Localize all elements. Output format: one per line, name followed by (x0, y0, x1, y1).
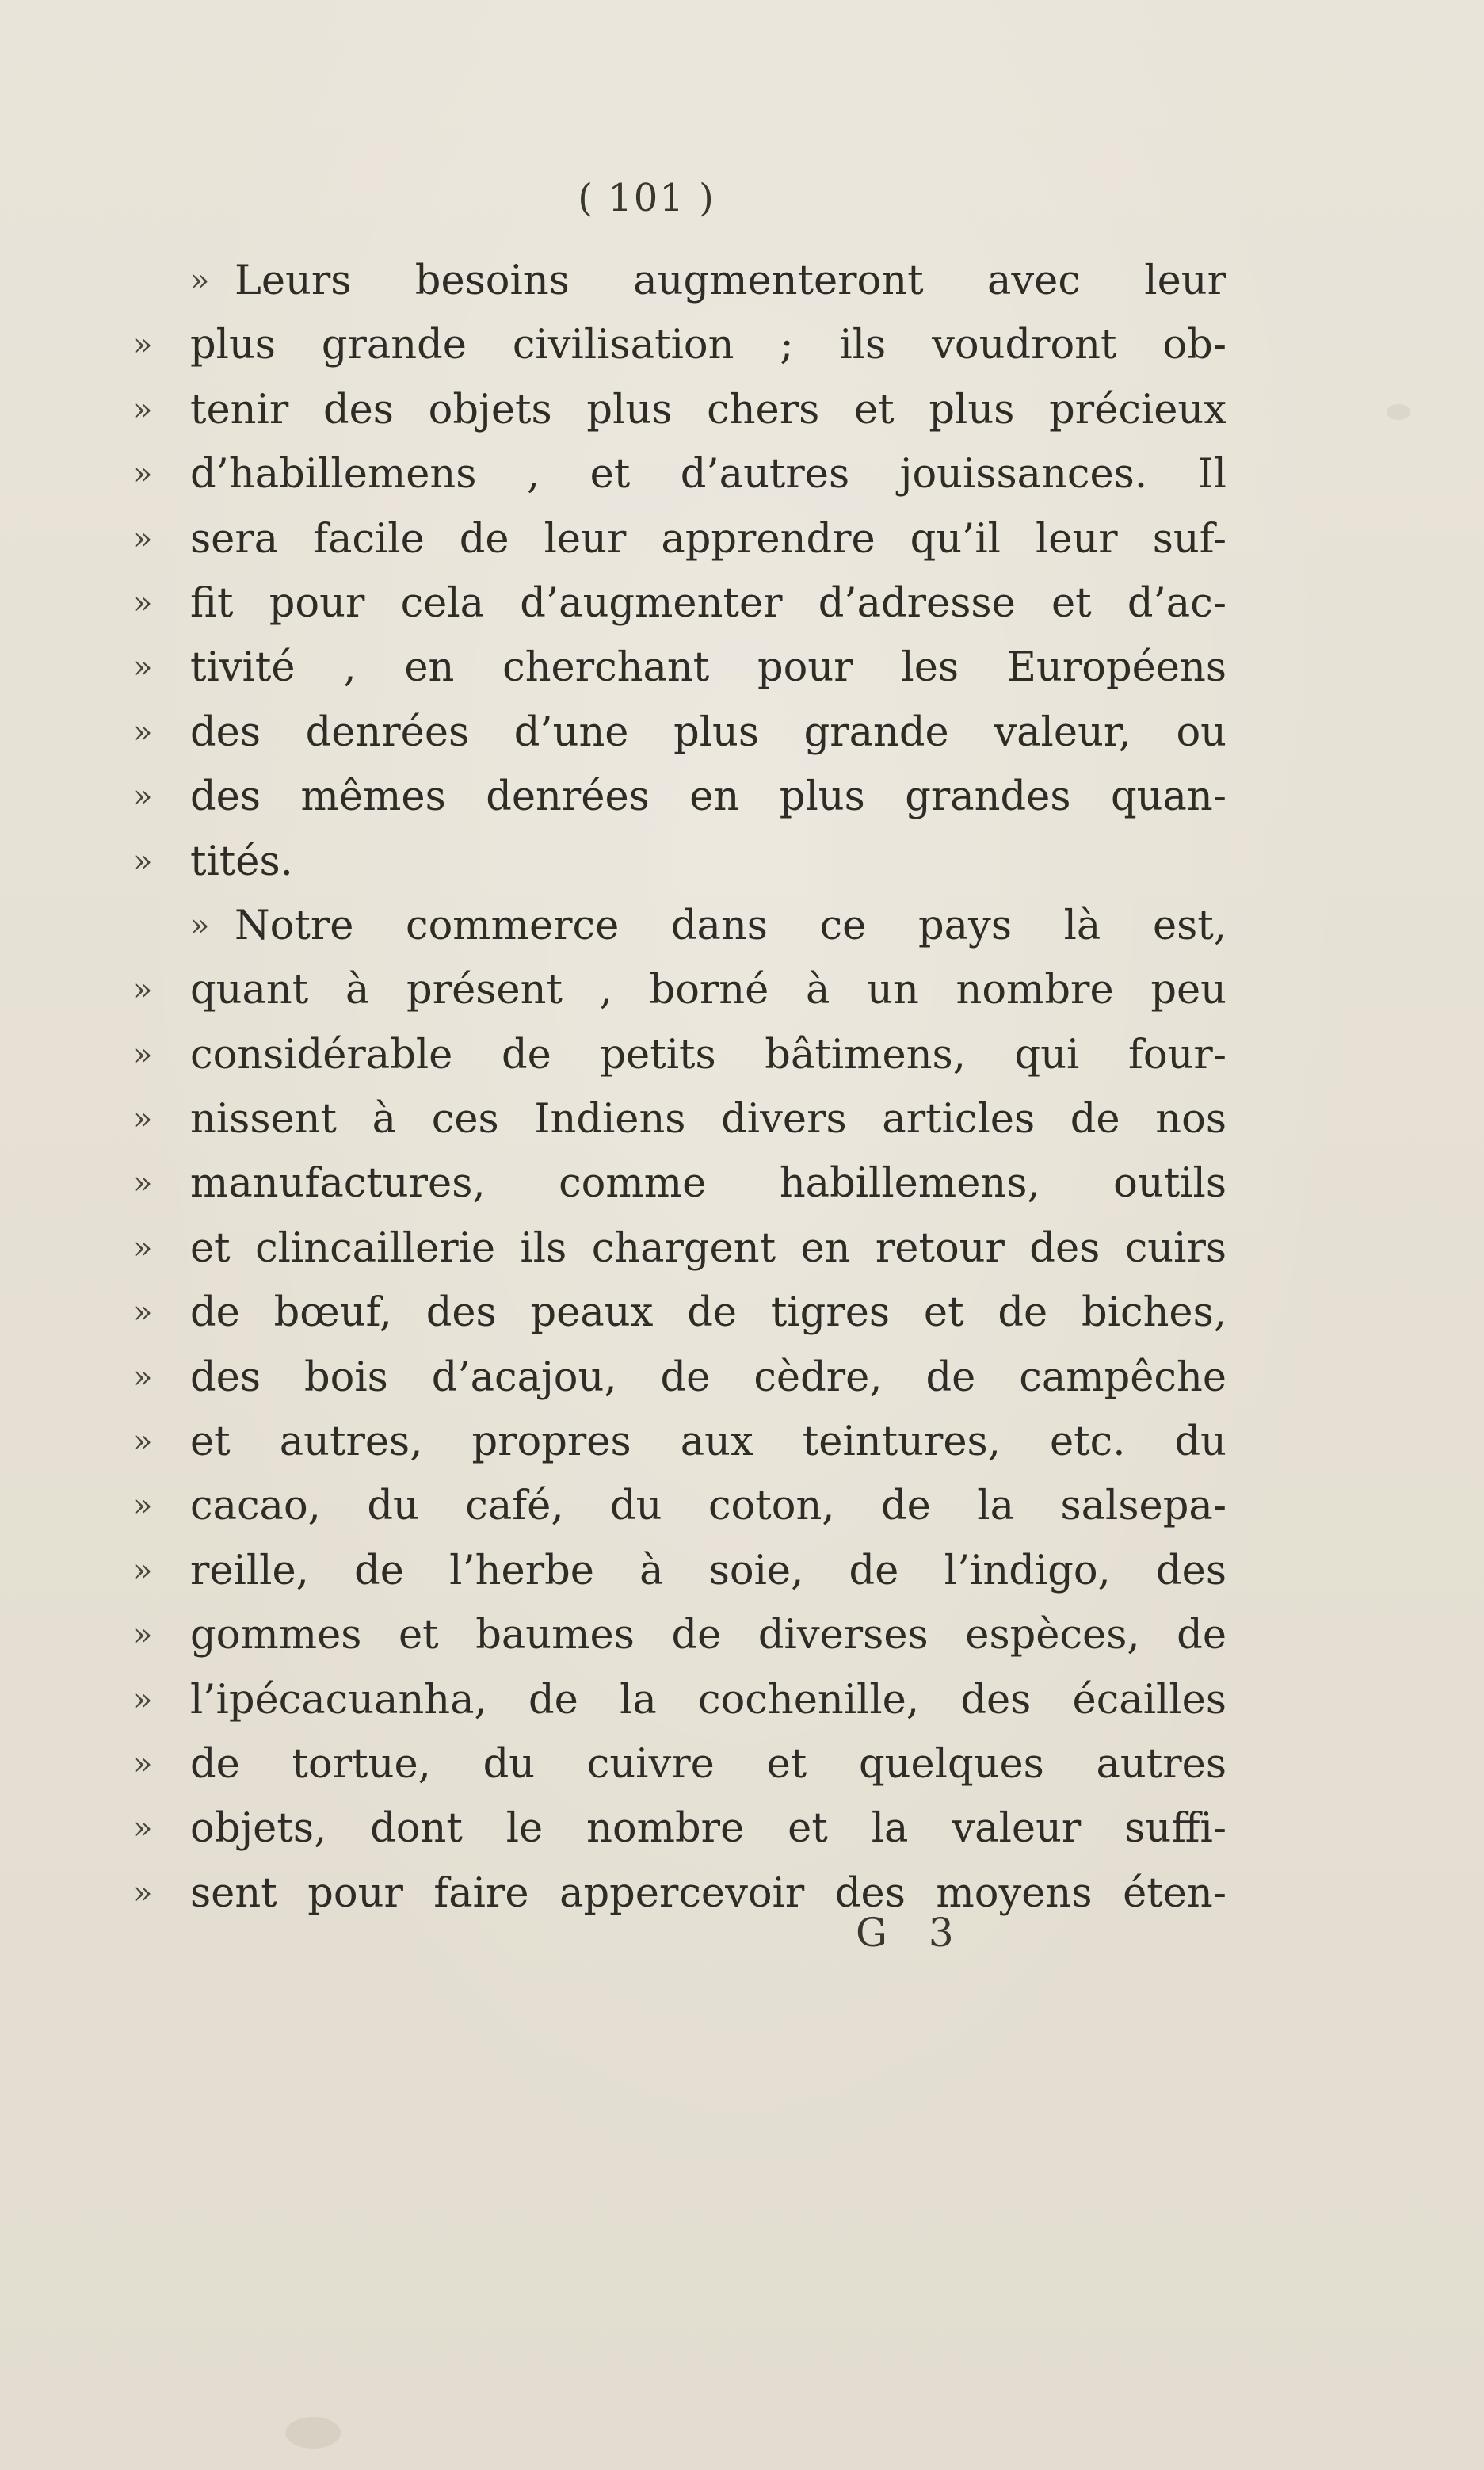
text-line (133, 958, 1226, 1022)
text-line (133, 1216, 1226, 1281)
text-line (133, 249, 1226, 313)
text-line (133, 1474, 1226, 1538)
quote-mark: » (133, 1487, 153, 1525)
line-text: tenir des objets plus chers et plus précieux (190, 386, 1226, 433)
line-text: et autres, propres aux teintures, etc. du (190, 1418, 1226, 1466)
line-text: considérable de petits bâtimens, qui four- (190, 1031, 1226, 1078)
line-text: de bœuf, des peaux de tigres et de biches, (190, 1289, 1226, 1337)
quote-mark: » (133, 1423, 153, 1460)
text-line (133, 1410, 1226, 1474)
text-line (133, 378, 1226, 442)
quote-mark: » (133, 584, 153, 621)
paper-stain (1387, 404, 1410, 420)
text-line (133, 1281, 1226, 1345)
quote-mark: » (133, 1874, 153, 1911)
text-line (133, 636, 1226, 700)
line-text: cacao, du café, du coton, de la salsepa- (190, 1483, 1226, 1530)
text-line (133, 507, 1226, 571)
quote-mark: » (133, 456, 153, 493)
text-line (133, 765, 1226, 829)
quote-mark: » (133, 1101, 153, 1138)
text-line (133, 701, 1226, 765)
text-line (133, 1023, 1226, 1087)
quote-mark: » (133, 713, 153, 750)
line-text: sera facile de leur apprendre qu’il leur suf- (190, 515, 1226, 563)
line-text: manufactures, comme habillemens, outils (190, 1160, 1226, 1208)
line-text: des bois d’acajou, de cèdre, de campêche (190, 1353, 1226, 1401)
line-text: objets, dont le nombre et la valeur suffi- (190, 1805, 1226, 1853)
page-number: ( 101 ) (578, 176, 715, 220)
quote-mark: » (133, 1681, 153, 1718)
line-text: d’habillemens , et d’autres jouissances. Il (190, 451, 1226, 498)
line-text: l’ipécacuanha, de la cochenille, des écailles (190, 1676, 1226, 1724)
line-text: de tortue, du cuivre et quelques autres (190, 1740, 1226, 1788)
text-line (133, 571, 1226, 636)
line-text: tités. (190, 838, 293, 885)
line-text: plus grande civilisation ; ils voudront ob- (190, 322, 1226, 369)
line-text: fit pour cela d’augmenter d’adresse et d’ac- (190, 579, 1226, 627)
text-line (133, 1603, 1226, 1667)
quote-mark: » (133, 1358, 153, 1395)
line-text: tivité , en cherchant pour les Européens (190, 644, 1226, 692)
line-text: des mêmes denrées en plus grandes quan- (190, 773, 1226, 821)
text-line (133, 1539, 1226, 1603)
text-line (133, 830, 1226, 894)
text-line (133, 894, 1226, 958)
quote-mark: » (133, 778, 153, 815)
text-line (133, 1346, 1226, 1410)
text-line (133, 1796, 1226, 1861)
line-text: et clincaillerie ils chargent en retour des cuirs (190, 1224, 1226, 1272)
quote-mark: » (133, 1810, 153, 1847)
text-line (133, 1732, 1226, 1796)
quote-mark: » (133, 520, 153, 557)
quote-mark: » (133, 1745, 153, 1782)
quote-mark: » (133, 1036, 153, 1073)
paper-stain (285, 2417, 341, 2449)
text-line (133, 1087, 1226, 1151)
quote-mark: » (133, 972, 153, 1009)
line-text: quant à présent , borné à un nombre peu (190, 967, 1226, 1014)
quote-mark: » (133, 1294, 153, 1331)
text-line (133, 1668, 1226, 1732)
line-text: reille, de l’herbe à soie, de l’indigo, des (190, 1547, 1226, 1594)
line-text: nissent à ces Indiens divers articles de nos (190, 1096, 1226, 1143)
quote-mark: » (190, 262, 210, 299)
text-line (133, 442, 1226, 506)
quote-mark: » (133, 649, 153, 686)
signature-mark: G 3 (856, 1910, 968, 1956)
quote-mark: » (133, 1552, 153, 1589)
quote-mark: » (133, 842, 153, 880)
line-text: des denrées d’une plus grande valeur, ou (190, 708, 1226, 756)
line-text: gommes et baumes de diverses espèces, de (190, 1612, 1226, 1659)
quote-mark: » (133, 326, 153, 364)
quote-mark: » (190, 907, 210, 944)
quote-mark: » (133, 391, 153, 428)
quote-mark: » (133, 1617, 153, 1654)
text-line (133, 1151, 1226, 1216)
text-line (133, 313, 1226, 377)
line-text: Notre commerce dans ce pays là est, (235, 902, 1226, 949)
quote-mark: » (133, 1165, 153, 1202)
text-line (133, 1861, 1226, 1926)
line-text: Leurs besoins augmenteront avec leur (235, 258, 1226, 304)
body-text (133, 249, 1226, 1926)
quote-mark: » (133, 1229, 153, 1266)
line-text: sent pour faire appercevoir des moyens éten- (190, 1869, 1226, 1917)
